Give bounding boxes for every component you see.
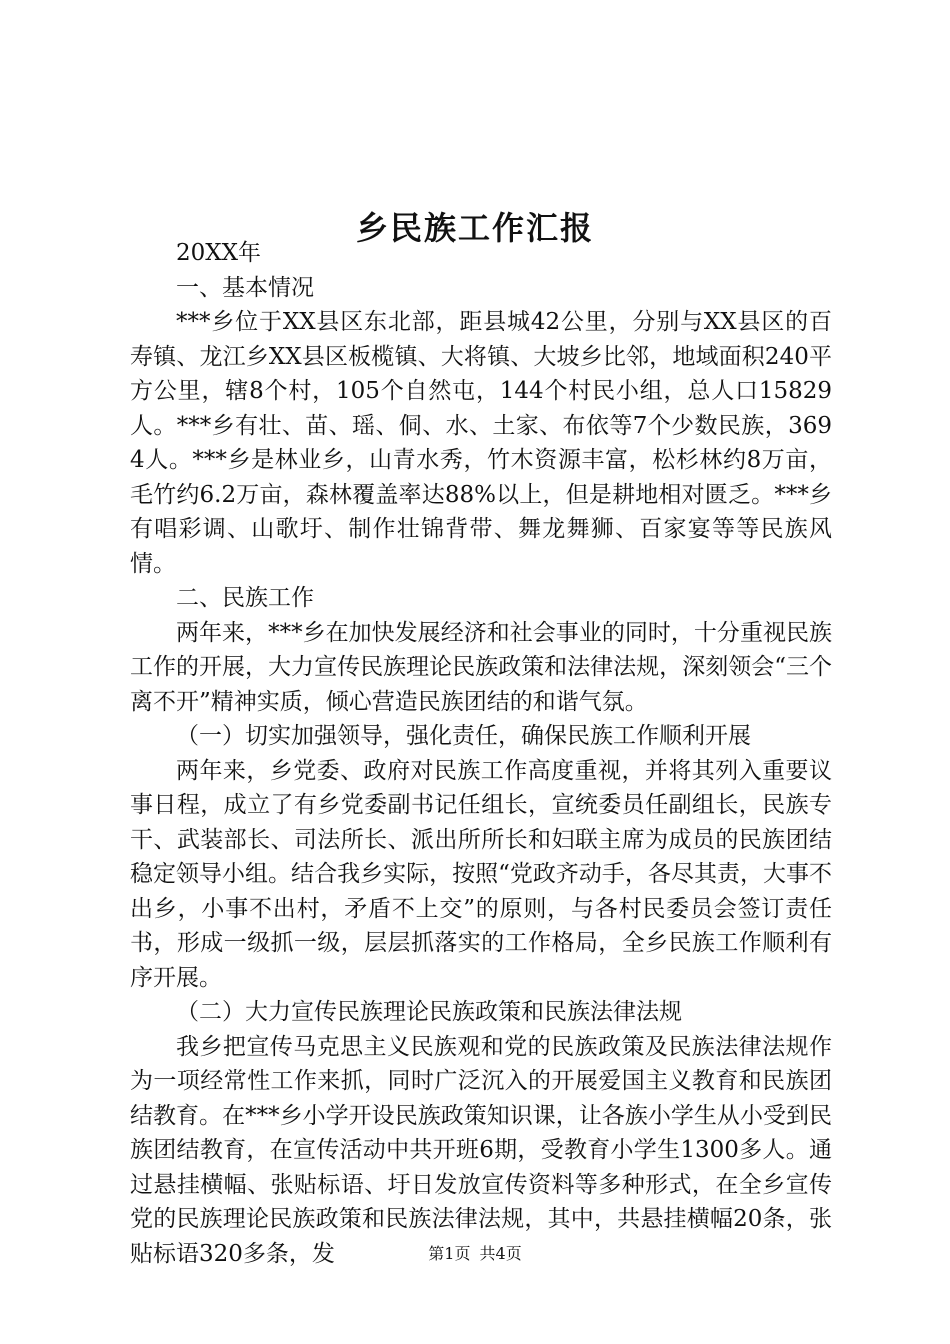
- page-number-current: 第1页: [428, 1244, 471, 1263]
- document-body: [130, 236, 832, 1271]
- year-line: 20XX年: [176, 240, 262, 266]
- paragraph-publicity: 我乡把宣传马克思主义民族观和党的民族政策及民族法律法规作为一项经常性工作来抓，同时广泛沉入的开展爱国主义教育和民族团结教育。在***乡小学开设民族政策知识课，让各族小学生从小受到民族团结教育，在宣传活动中共开班6期，受教育小学生1300多人。通过悬挂横幅、张贴标语、圩日发放宣传资料等多种形式，在全乡宣传党的民族理论民族政策和民族法律法规，其中，共悬挂横幅20条，张贴标语320多条，发: [130, 1033, 832, 1267]
- page-number-total: 共4页: [479, 1244, 522, 1263]
- page-footer: [0, 1243, 950, 1265]
- paragraph-leadership: 两年来，乡党委、政府对民族工作高度重视，并将其列入重要议事日程，成立了有乡党委副书记任组长，宣统委员任副组长，民族专干、武装部长、司法所长、派出所所长和妇联主席为成员的民族团结稳定领导小组。结合我乡实际，按照“党政齐动手，各尽其责，大事不出乡，小事不出村，矛盾不上交”的原则，与各村民委员会签订责任书，形成一级抓一级，层层抓落实的工作格局，全乡民族工作顺利有序开展。: [130, 757, 832, 991]
- section-heading-basic: 一、基本情况: [176, 274, 314, 301]
- paragraph-ethnic-work-intro: 两年来，***乡在加快发展经济和社会事业的同时，十分重视民族工作的开展，大力宣传民族理论民族政策和法律法规，深刻领会“三个离不开”精神实质，倾心营造民族团结的和谐气氛。: [130, 619, 832, 715]
- subsection-heading-publicity: （二）大力宣传民族理论民族政策和民族法律法规: [176, 999, 682, 1025]
- paragraph-basic-info: ***乡位于XX县区东北部，距县城42公里，分别与XX县区的百寿镇、龙江乡XX县区板榄镇、大将镇、大坡乡比邻，地域面积240平方公里，辖8个村，105个自然屯，144个村民小组，总人口15829人。***乡有壮、苗、瑶、侗、水、土家、布依等7个少数民族，3694人。***乡是林业乡，山青水秀，竹木资源丰富，松杉林约8万亩，毛竹约6.2万亩，森林覆盖率达88%以上，但是耕地相对匮乏。***乡有唱彩调、山歌圩、制作壮锦背带、舞龙舞狮、百家宴等等民族风情。: [130, 309, 832, 577]
- document-title: 乡民族工作汇报: [355, 209, 594, 248]
- subsection-heading-leadership: （一）切实加强领导，强化责任，确保民族工作顺利开展: [176, 723, 751, 749]
- section-heading-ethnic-work: 二、民族工作: [176, 585, 314, 611]
